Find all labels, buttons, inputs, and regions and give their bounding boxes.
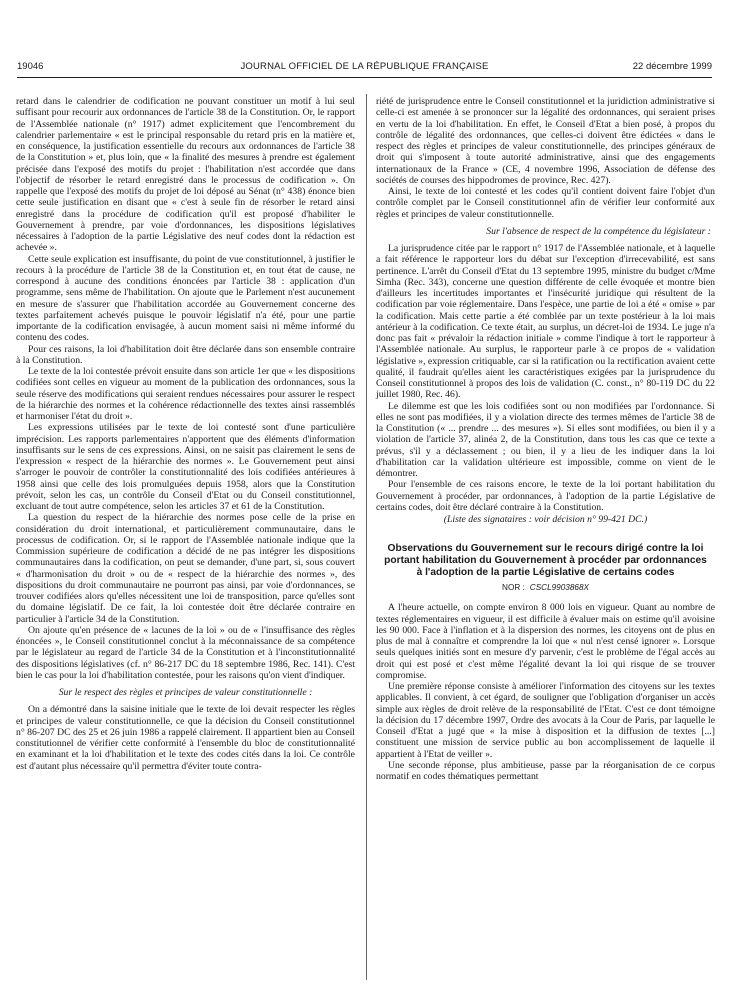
paragraph: Le texte de la loi contestée prévoit ensuite dans son article 1er que « les dispositions codifiées sont celles en vigueur au moment de la publication des ordonnances, sous la seule réserve des modifications qui seraient rendues nécessaires pour assurer le respect de la hiérarchie des normes et la cohérence rédactionnelle des textes ainsi rassemblés et harmoniser l'état du droit ». — [16, 366, 355, 422]
paragraph: Le dilemme est que les lois codifiées sont ou non modifiées par l'ordonnance. Si elles ne sont pas modifiées, il y a violation directe des termes mêmes de l'article 38 de la Constitution (« ... prendre ... des mesures »). Si elles sont modifiées, ou bien il y a violation de l'article 37, alinéa 2, de la Constitution, dans tous les cas que ce texte a prévus, s'il y a déclassement ; ou bien, il y a lieu de les indiquer dans la loi d'habilitation car la validation ultérieure est impossible, comme on vient de le démontrer. — [376, 400, 715, 479]
column-divider — [366, 94, 367, 980]
signatories-note: (Liste des signataires : voir décision n° 99-421 DC.) — [443, 514, 648, 525]
nor-code: CSCL9903868X — [529, 583, 589, 593]
page-header — [17, 61, 712, 75]
left-column — [16, 96, 355, 772]
paragraph: Ainsi, le texte de loi contesté et les codes qu'il contient doivent faire l'objet d'un contrôle complet par le Conseil constitutionnel afin de vérifier leur conformité aux règles et principes de valeur constitutionnelle. — [376, 186, 715, 220]
paragraph: Une première réponse consiste à améliorer l'information des citoyens sur les textes applicables. Il convient, à cet égard, de souligner que l'obligation d'organiser un accès simple aux règles de droit relève de la responsabilité de l'Etat. C'est ce dont témoigne la décision du 17 décembre 1997, Ordre des avocats à la Cour de Paris, par laquelle le Conseil d'Etat a jugé que « la mise à disposition et la diffusion de textes [...] constituent une mission de service public au bon accomplissement de laquelle il appartient à l'Etat de veiller ». — [376, 681, 715, 760]
observations-heading: Observations du Gouvernement sur le recours dirigé contre la loi portant habilitation du Gouvernement à procéder par ordonnances à l'adoption de la partie Législative de certains codes — [384, 543, 707, 579]
nor-reference — [376, 583, 715, 592]
paragraph: riété de jurisprudence entre le Conseil constitutionnel et la juridiction administrative si celle-ci est amenée à se prononcer sur la légalité des ordonnances, qui seraient prises en vertu de la loi d'habilitation. En effet, le Conseil d'Etat a bien posé, à propos du contrôle de légalité des ordonnances, que celles-ci doivent être édictées « dans le respect des règles et principes de valeur constitutionnelle, des principes généraux de droit qui s'imposent à toute autorité administrative, ainsi que des engagements internationaux de la France » (CE, 4 novembre 1996, Association de défense des sociétés de courses des hippodromes de province, Rec. 427). — [376, 96, 715, 186]
paragraph: On ajoute qu'en présence de « lacunes de la loi » ou de « l'insuffisance des règles énoncées », le Conseil constitutionnel conclut à la méconnaissance de sa compétence par le législateur au regard de l'article 34 de la Constitution et à l'inconstitutionnalité des dispositions législatives (cf. n° 86-217 DC du 18 septembre 1986, Rec. 141). C'est bien le cas pour la loi d'habilitation contestée, pour les raisons qu'on vient d'indiquer. — [16, 624, 355, 681]
paragraph: A l'heure actuelle, on compte environ 8 000 lois en vigueur. Quant au nombre de textes réglementaires en vigueur, il est difficile à évaluer mais on estime qu'il avoisine les 90 000. Face à l'inflation et à la dispersion des normes, les citoyens ont de plus en plus de mal à connaître et comprendre la loi que « nul n'est censé ignorer ». Lorsque seuls quelques initiés sont en mesure d'y parvenir, c'est le problème de l'égal accès au droit qui est posé et c'est même l'égalité devant la loi qui risque de se trouver compromise. — [376, 602, 715, 681]
nor-label: NOR : — [502, 583, 525, 593]
issue-date: 22 décembre 1999 — [632, 61, 712, 72]
section-subheading: Sur l'absence de respect de la compétence du législateur : — [486, 225, 711, 237]
paragraph: La question du respect de la hiérarchie des normes pose celle de la prise en considération du droit international, et particulièrement communautaire, dans le processus de codification. Or, si le rapport de l'Assemblée nationale indique que la Commission supérieure de codification a décidé de ne pas intégrer les dispositions communautaires dans la codification, on peut se demander, d'une part, si, sous couvert « d'harmonisation du droit » ou de « respect de la hiérarchie des normes », des dispositions du droit communautaire ne pourront pas ainsi, par voie d'ordonnances, se trouver codifiées alors qu'elles nécessitent une loi de transposition, parce qu'elles sont du domaine législatif. De ce fait, la loi contestée doit être déclarée contraire en particulier à l'article 34 de la Constitution. — [16, 512, 355, 625]
right-column — [376, 96, 715, 782]
header-rule — [17, 77, 712, 78]
paragraph: On a démontré dans la saisine initiale que le texte de loi devait respecter les règles et principes de valeur constitutionnelle, ce que la décision du Conseil constitutionnel n° 86-207 DC des 25 et 26 juin 1986 a rappelé clairement. Il appartient bien au Conseil constitutionnel de vérifier cette conformité à l'ensemble du bloc de constitutionnalité en examinant et la loi d'habilitation et le texte des codes cités dans la loi. Ce contrôle est d'autant plus nécessaire qu'il permettra d'éviter toute contra- — [16, 704, 355, 772]
page-number: 19046 — [17, 61, 44, 72]
section-subheading: Sur le respect des règles et principes de valeur constitutionnelle : — [58, 687, 313, 698]
paragraph: Une seconde réponse, plus ambitieuse, passe par la réorganisation de ce corpus normatif en codes thématiques permettant — [376, 759, 715, 782]
paragraph: Pour ces raisons, la loi d'habilitation doit être déclarée dans son ensemble contraire à la Constitution. — [16, 343, 355, 366]
paragraph: Les expressions utilisées par le texte de loi contesté sont d'une particulière imprécision. Les rapports parlementaires n'apportent que des éléments d'information insuffisants sur le sens de ces expressions. Ainsi, on ne saisit pas clairement le sens de l'expression « respect de la hiérarchie des normes ». Le Gouvernement peut ainsi s'arroger le pouvoir de contrôler la constitutionnalité des lois codifiées antérieures à 1958 ainsi que celle des lois promulguées depuis 1958, alors que la Constitution prévoit, selon les cas, un contrôle du Conseil d'Etat ou du Conseil constitutionnel, excluant de tout autre compétence, selon les articles 37 et 61 de la Constitution. — [16, 422, 355, 512]
paragraph: retard dans le calendrier de codification ne pouvant constituer un motif à lui seul suffisant pour recourir aux ordonnances de l'article 38 de la Constitution. Or, le rapport de l'Assemblée nationale (n° 1917) admet explicitement que l'encombrement du calendrier parlementaire « est le principal responsable du retard pris en la matière et, en conséquence, la justification essentielle du recours aux ordonnances de l'article 38 de la Constitution » et, plus loin, que « la finalité des mesures à prendre est également précisée dans l'exposé des motifs du projet : l'habilitation n'est accordée que dans l'objectif de résorber le retard enregistré dans le processus de codification ». On rappelle que l'exposé des motifs du projet de loi déposé au Sénat (n° 438) énonce bien cette seule justification en disant que « c'est à seule fin de résorber le retard ainsi enregistré dans la procédure de codification qu'il est proposé d'habiliter le Gouvernement à prendre, par voie d'ordonnances, les dispositions législatives nécessaires à l'adoption de la partie Législative des neuf codes dont la rédaction est achevée ». — [16, 96, 355, 254]
journal-title: JOURNAL OFFICIEL DE LA RÉPUBLIQUE FRANÇAISE — [240, 61, 489, 72]
paragraph: Pour l'ensemble de ces raisons encore, le texte de la loi portant habilitation du Gouvernement à procéder, par ordonnances, à l'adoption de la partie Législative de certains codes, doit être déclaré contraire à la Constitution. — [376, 479, 715, 513]
paragraph: Cette seule explication est insuffisante, du point de vue constitutionnel, à justifier le recours à la procédure de l'article 38 de la Constitution et, en tout état de cause, ne correspond à aucune des conditions énoncées par l'article 38 : application d'un programme, sens même de l'habilitation. On ajoute que le Parlement n'est aucunement en mesure de s'assurer que l'habilitation accordée au Gouvernement concerne des textes parfaitement achevés puisque le pouvoir législatif n'a été, pour une partie importante de la codification envisagée, à aucun moment saisi ni même informé du contenu des codes. — [16, 253, 355, 344]
paragraph: La jurisprudence citée par le rapport n° 1917 de l'Assemblée nationale, et à laquelle a fait référence le rapporteur lors du débat sur l'exception d'irrecevabilité, est sans pertinence. L'arrêt du Conseil d'Etat du 13 septembre 1995, ministre du budget c/Mme Simha (Rec. 343), concerne une question différente de celle évoquée et montre bien d'ailleurs les incertitudes importantes et l'insécurité juridique qui résultent de la codification par voie réglementaire. Dans l'espèce, une partie de loi a été « omise » par la codification. Mais cette partie a été comblée par un texte postérieur à la loi mais antérieur à la codification. Ce texte était, au surplus, un décret-loi de 1934. Le juge n'a donc pas fait « prévaloir la rédaction initiale » comme l'indique à tort le rapporteur à l'Assemblée nationale. Au surplus, le rapporteur parle à ce propos de « validation législative », expression critiquable, car si la ratification ou la rectification avaient cette qualité, il faudrait qu'elles aient les caractéristiques exigées par la jurisprudence du Conseil constitutionnel à propos des lois de validation (C. const., n° 80-119 DC du 22 juillet 1980, Rec. 46). — [376, 243, 715, 401]
